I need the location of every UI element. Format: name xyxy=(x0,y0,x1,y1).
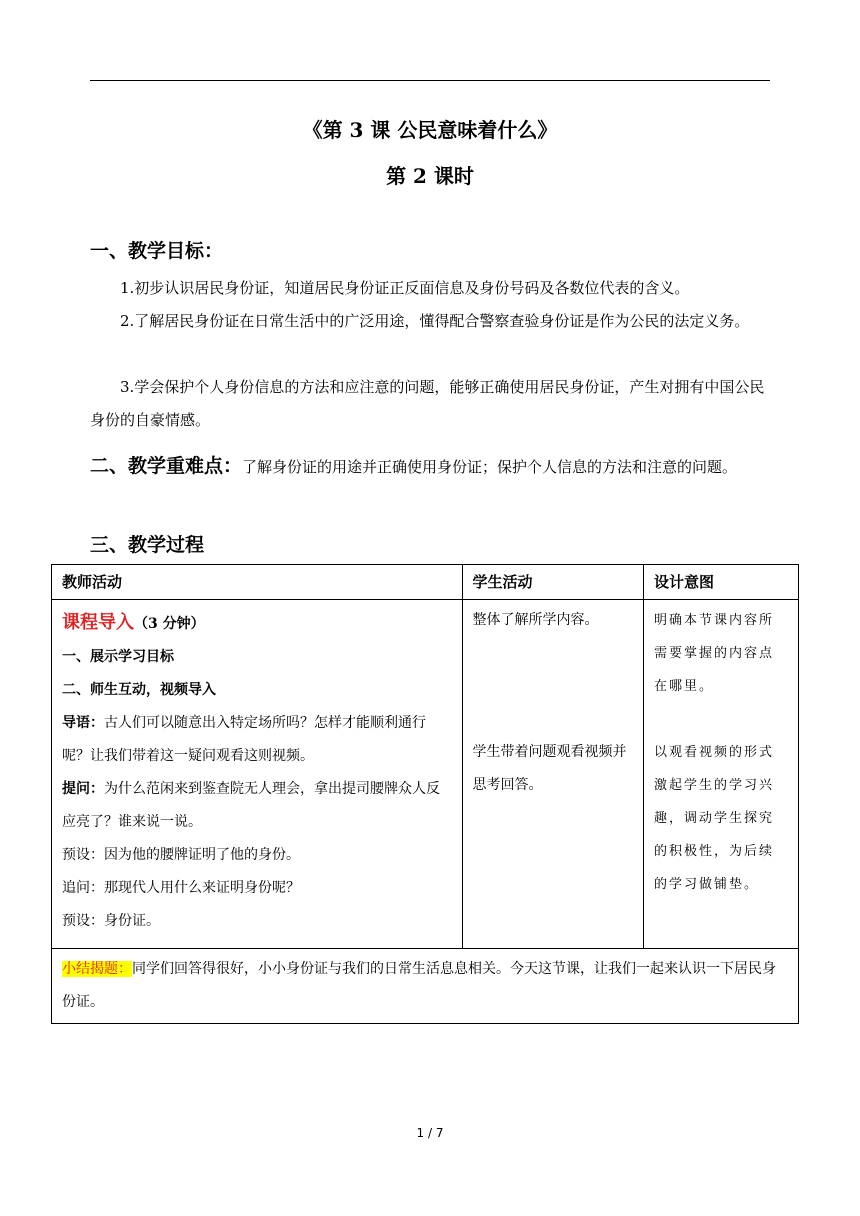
document-title: 《第 3 课 公民意味着什么》 xyxy=(302,118,558,142)
objective-text-1: 1.初步认识居民身份证，知道居民身份证正反面信息及身份号码及各数位代表的含义。 xyxy=(120,279,690,297)
key-points xyxy=(90,448,770,486)
step-1: 一、展示学习目标 xyxy=(62,649,174,665)
section-title-line xyxy=(62,606,452,641)
key-points-text: 了解身份证的用途并正确使用身份证；保护个人信息的方法和注意的问题。 xyxy=(242,458,738,476)
summary-row xyxy=(52,949,799,1024)
intro-line xyxy=(62,707,452,773)
teacher-activity-cell xyxy=(52,600,463,949)
design-intent-cell xyxy=(644,600,799,949)
question-line xyxy=(62,773,452,839)
question-text: 为什么范闲来到鉴查院无人理会，拿出提司腰牌众人反应亮了？谁来说一说。 xyxy=(62,781,440,830)
page-number: 1 / 7 xyxy=(416,1126,444,1140)
preset-1: 预设：因为他的腰牌证明了他的身份。 xyxy=(62,847,300,863)
intro-text: 古人们可以随意出入特定场所吗？怎样才能顺利通行呢？让我们带着这一疑问观看这则视频。 xyxy=(62,715,426,764)
followup-question: 追问：那现代人用什么来证明身份呢？ xyxy=(62,880,300,896)
header-rule xyxy=(90,80,770,81)
header-teacher: 教师活动 xyxy=(52,565,463,600)
design-line-1: 明确本节课内容所需要掌握的内容点在哪里。 xyxy=(654,613,775,694)
summary-text: 同学们回答得很好，小小身份证与我们的日常生活息息相关。今天这节课，让我们一起来认识一下居民身份证。 xyxy=(62,961,776,1010)
objectives-heading: 一、教学目标： xyxy=(90,240,224,262)
preset-2: 预设：身份证。 xyxy=(62,913,160,929)
summary-label: 小结揭题： xyxy=(62,961,132,977)
header-design: 设计意图 xyxy=(644,565,799,600)
table-row xyxy=(52,600,799,949)
header-student: 学生活动 xyxy=(462,565,643,600)
section-time: （3 分钟） xyxy=(134,616,205,632)
objective-item-2 xyxy=(90,305,770,338)
document-subtitle: 第 2 课时 xyxy=(386,164,474,188)
design-line-2: 以观看视频的形式激起学生的学习兴趣，调动学生探究的积极性，为后续的学习做铺垫。 xyxy=(654,745,775,892)
table-header-row xyxy=(52,565,799,600)
process-heading: 三、教学过程 xyxy=(90,534,205,556)
objective-text-3: 3.学会保护个人身份信息的方法和应注意的问题，能够正确使用居民身份证，产生对拥有中国公民身份的自豪情感。 xyxy=(90,378,765,429)
section-title: 课程导入 xyxy=(62,612,134,633)
step-2: 二、师生互动，视频导入 xyxy=(62,682,216,698)
objective-item-3 xyxy=(90,371,770,437)
student-activity-cell xyxy=(462,600,643,949)
objective-item-1 xyxy=(90,272,770,305)
process-table xyxy=(51,564,799,1024)
summary-cell xyxy=(52,949,799,1024)
student-line-1: 整体了解所学内容。 xyxy=(472,612,599,628)
key-points-heading: 二、教学重难点： xyxy=(90,455,243,477)
intro-label: 导语： xyxy=(62,715,104,731)
question-label: 提问： xyxy=(62,781,104,797)
objective-text-2: 2.了解居民身份证在日常生活中的广泛用途，懂得配合警察查验身份证是作为公民的法定义务。 xyxy=(120,312,750,330)
student-line-2: 学生带着问题观看视频并思考回答。 xyxy=(472,744,627,793)
